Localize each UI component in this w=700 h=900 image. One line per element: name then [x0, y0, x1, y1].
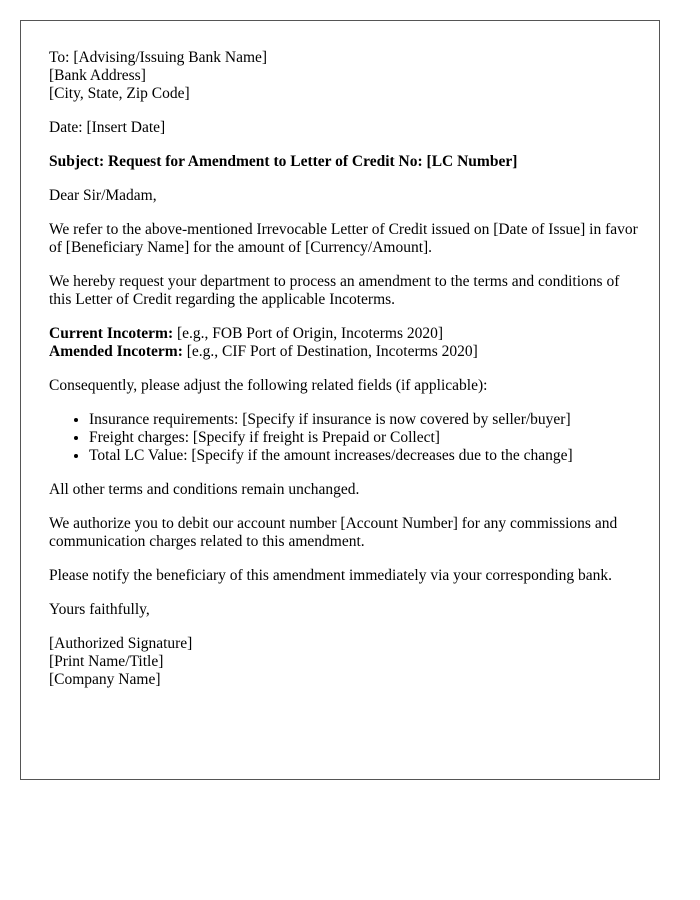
salutation: Dear Sir/Madam,: [49, 187, 157, 204]
amended-incoterm-line: [49, 343, 639, 361]
current-incoterm-line: [49, 325, 639, 343]
current-incoterm-label: Current Incoterm:: [49, 325, 174, 342]
current-incoterm-value: [e.g., FOB Port of Origin, Incoterms 2020]: [173, 325, 444, 342]
amended-incoterm-value: [e.g., CIF Port of Destination, Incoterms 2020]: [182, 343, 478, 360]
signature-block: [49, 635, 639, 689]
paragraph-debit-authorization: We authorize you to debit our account number [Account Number] for any commissions and communication charges related to this amendment.: [49, 515, 618, 550]
signature-authorized: [Authorized Signature]: [49, 635, 193, 652]
subject-line: Subject: Request for Amendment to Letter of Credit No: [LC Number]: [49, 153, 518, 170]
recipient-block: [49, 49, 639, 103]
list-item-freight: • Freight charges: [Specify if freight is Prepaid or Collect]: [89, 429, 639, 447]
date-line: Date: [Insert Date]: [49, 119, 166, 136]
letter-frame: [20, 20, 660, 780]
amended-incoterm-label: Amended Incoterm:: [49, 343, 183, 360]
recipient-city-state-zip: [City, State, Zip Code]: [49, 85, 190, 102]
list-item-insurance: • Insurance requirements: [Specify if insurance is now covered by seller/buyer]: [89, 411, 639, 429]
paragraph-reference: We refer to the above-mentioned Irrevocable Letter of Credit issued on [Date of Issue] in favor of [Beneficiary Name] for the amount of [Currency/Amount].: [49, 221, 638, 256]
paragraph-request: We hereby request your department to process an amendment to the terms and conditions of this Letter of Credit regarding the applicable Incoterms.: [49, 273, 620, 308]
paragraph-adjust-fields: Consequently, please adjust the following related fields (if applicable):: [49, 377, 488, 394]
recipient-bank-address: [Bank Address]: [49, 67, 146, 84]
signature-print-name: [Print Name/Title]: [49, 653, 164, 670]
closing: Yours faithfully,: [49, 601, 150, 618]
letter-body: [49, 49, 639, 705]
list-item-total-lc-value: • Total LC Value: [Specify if the amount increases/decreases due to the change]: [89, 447, 639, 465]
signature-company: [Company Name]: [49, 671, 161, 688]
paragraph-notify-beneficiary: Please notify the beneficiary of this amendment immediately via your corresponding bank.: [49, 567, 613, 584]
paragraph-unchanged: All other terms and conditions remain unchanged.: [49, 481, 360, 498]
incoterms-block: [49, 325, 639, 361]
recipient-bank-name: To: [Advising/Issuing Bank Name]: [49, 49, 268, 66]
related-fields-list: [49, 411, 639, 465]
